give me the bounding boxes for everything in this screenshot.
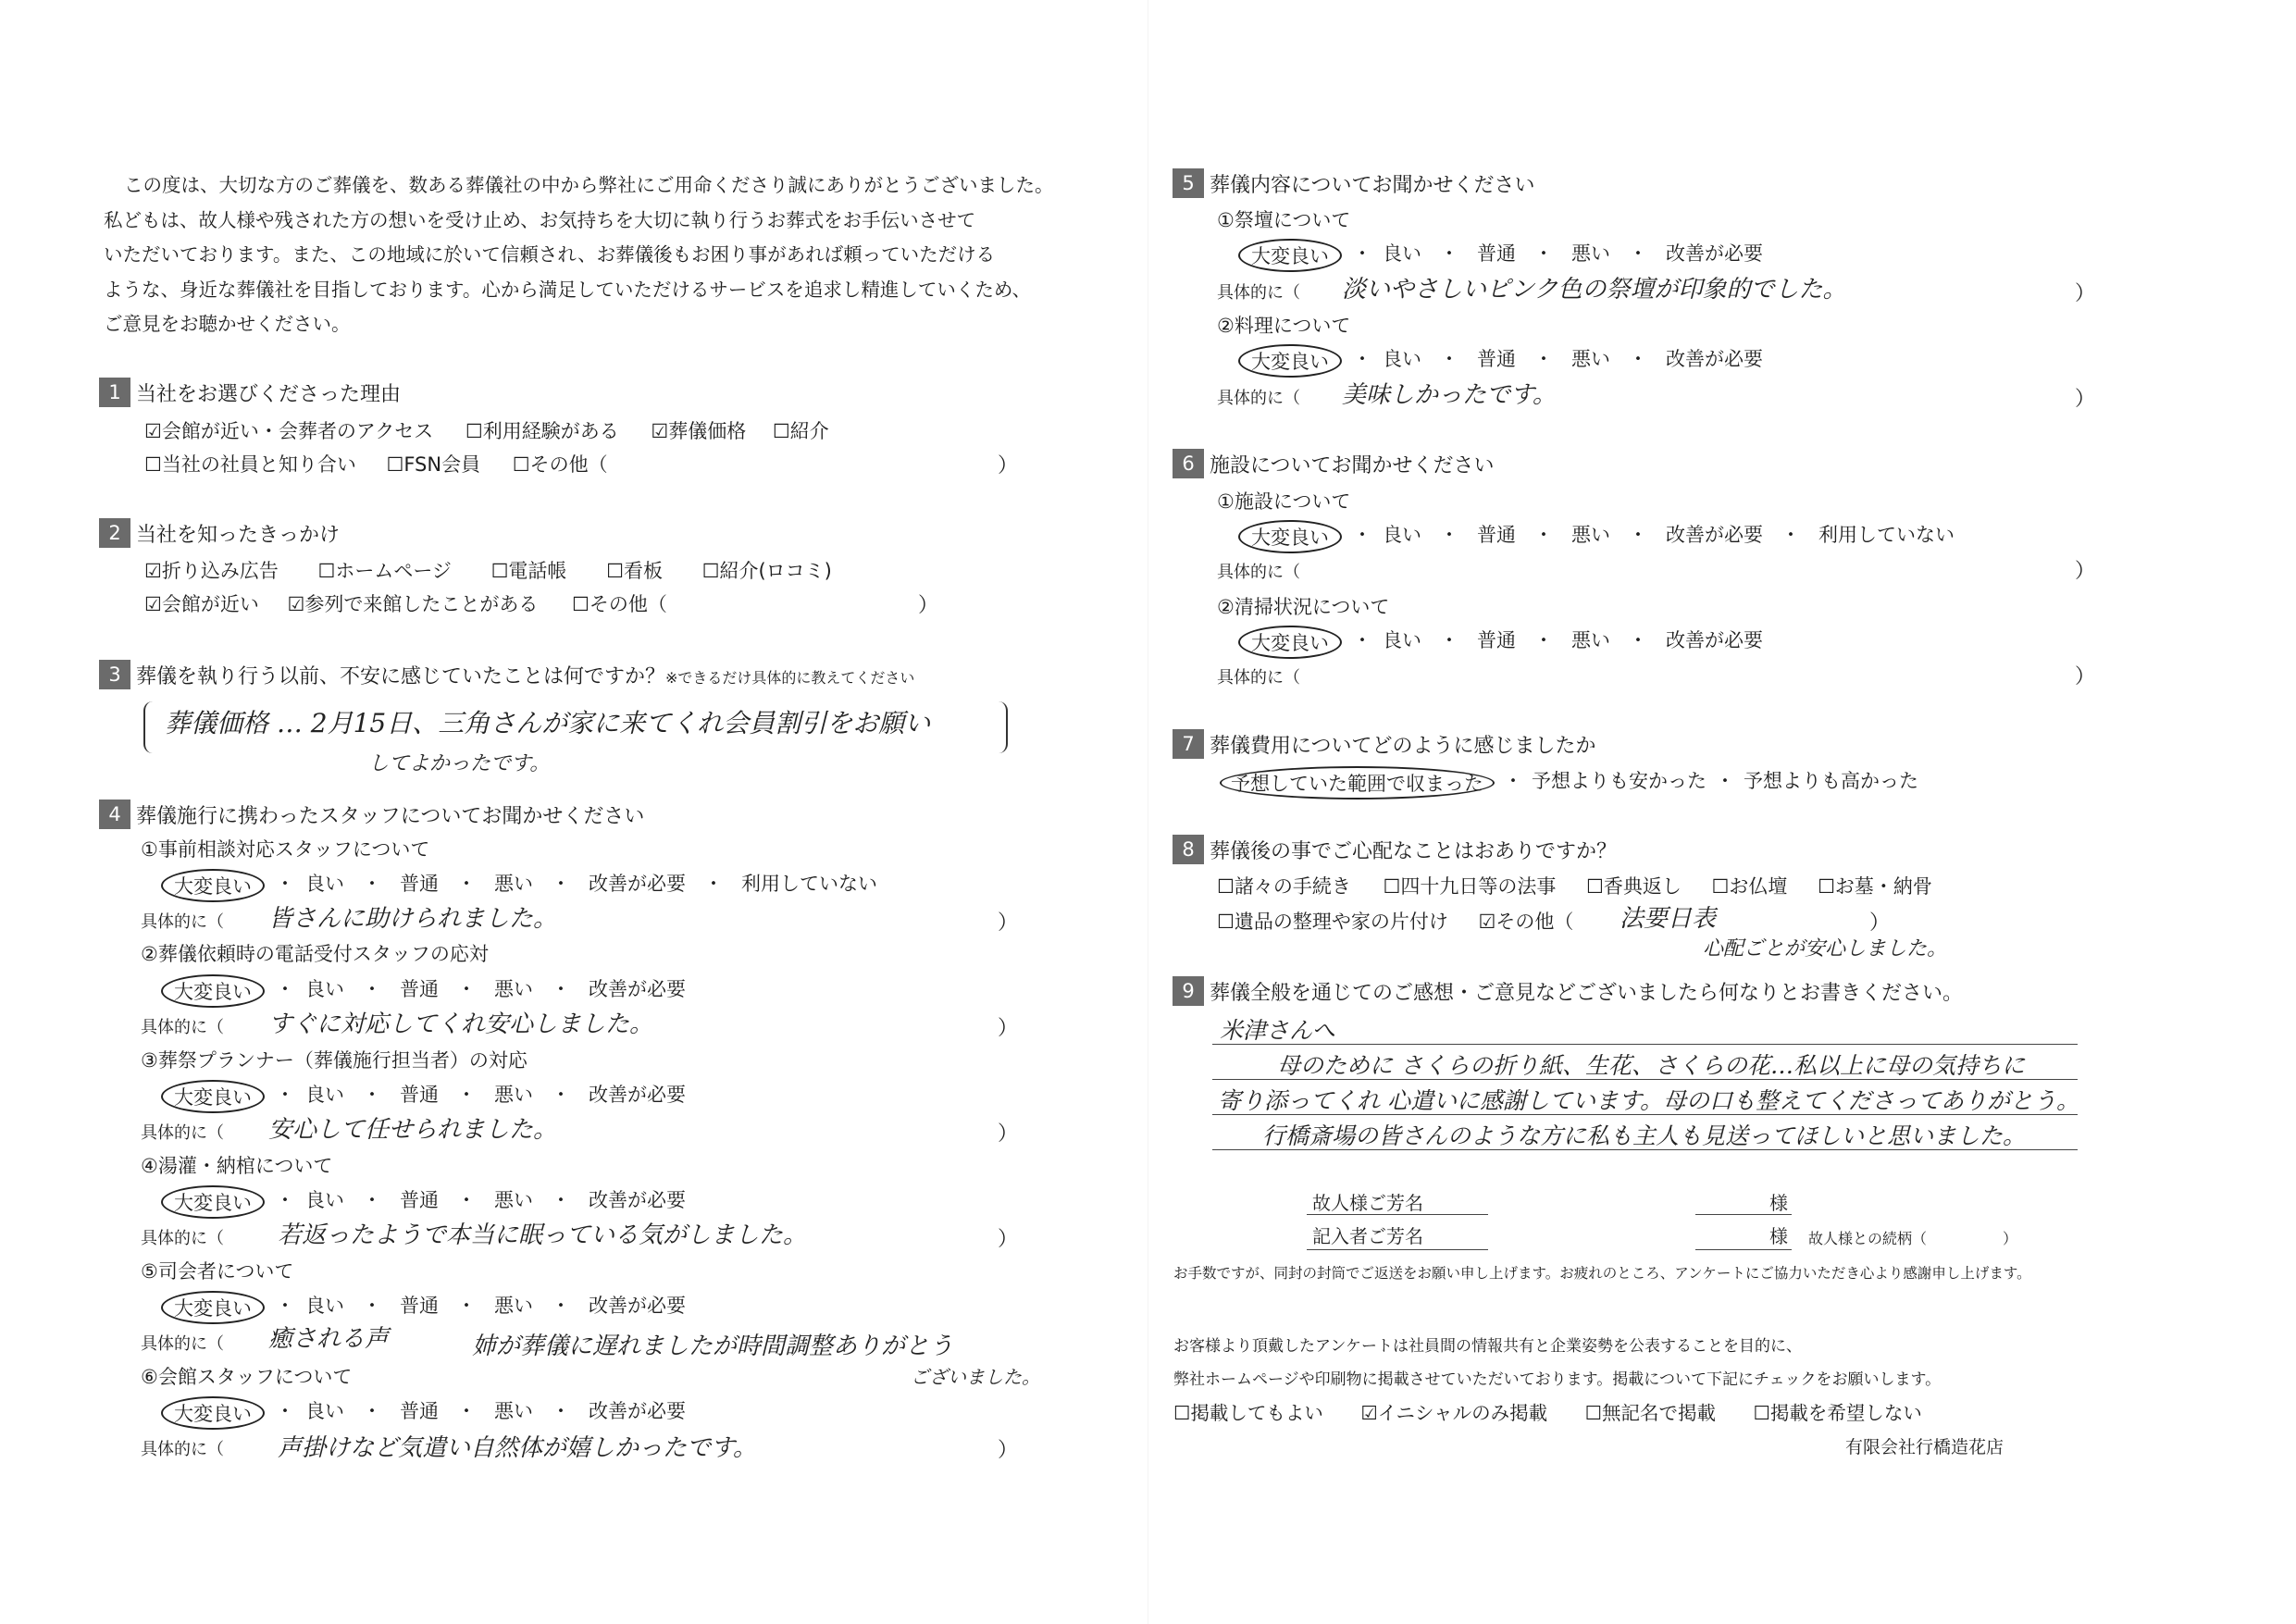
rating-option[interactable]: 悪い [494, 1084, 533, 1106]
section-title: 葬儀施行に携わったスタッフについてお聞かせください [136, 804, 645, 828]
cost-option[interactable]: 予想よりも安かった [1532, 770, 1706, 792]
section-title: 当社をお選びくださった理由 [136, 382, 402, 406]
handwritten-answer: すぐに対応してくれ安心しました。 [268, 1010, 654, 1038]
handwritten-comment: 米津さんへ [1220, 1017, 1335, 1044]
cost-options: 予想していた範囲で収まった ・ 予想よりも安かった ・ 予想よりも高かった [1220, 766, 1918, 800]
write-line [1212, 1044, 2078, 1045]
checkbox-option[interactable]: ☐四十九日等の法事 [1383, 875, 1557, 898]
rating-selected[interactable]: 大変良い [161, 1185, 265, 1219]
rating-option[interactable]: 良い [1383, 524, 1421, 546]
rating-option[interactable]: 改善が必要 [589, 1084, 686, 1106]
section-1-header [99, 378, 401, 407]
s4-q4: ④湯灌・納棺について [141, 1155, 333, 1177]
rating-selected[interactable]: 大変良い [161, 974, 265, 1008]
rating-option[interactable]: 普通 [400, 1084, 439, 1106]
section-number: 5 [1173, 168, 1204, 198]
question-note: ※できるだけ具体的に教えてください [665, 668, 915, 687]
rating-option[interactable]: 良い [305, 1295, 344, 1317]
checkbox-option[interactable]: ☐FSN会員 [386, 453, 481, 476]
close-paren: ） [998, 454, 1019, 477]
section-number: 4 [99, 800, 130, 829]
rating-option[interactable]: 良い [305, 978, 344, 1000]
rating-selected[interactable]: 大変良い [1238, 344, 1342, 378]
section-title: 葬儀後の事でご心配なことはおありですか？ [1210, 839, 1618, 863]
close-paren: ） [998, 911, 1019, 935]
section-8-header [1173, 835, 1617, 864]
rating-option[interactable]: 良い [1383, 242, 1421, 265]
intro-line: いただいております。また、この地域に於いて信頼され、お葬儀後もお困り事があれば頼っていただける [104, 243, 996, 267]
rating-option[interactable]: 改善が必要 [1666, 348, 1763, 370]
detail-label: 具体的に（ [1217, 563, 1300, 582]
section-2-header [99, 518, 340, 548]
writer-name-label: 記入者ご芳名 [1312, 1225, 1423, 1247]
section-5-header [1173, 168, 1535, 198]
section-number: 2 [99, 518, 130, 548]
close-paren: ） [918, 594, 939, 617]
rating-option[interactable]: 悪い [1571, 242, 1610, 265]
close-paren: ） [2075, 665, 2096, 688]
rating-option[interactable]: 普通 [400, 1400, 439, 1422]
rating-option[interactable]: 改善が必要 [589, 1295, 686, 1317]
intro-line: ご意見をお聴かせください。 [104, 313, 351, 336]
name-line [1307, 1249, 1488, 1250]
s8-row1 [1217, 872, 1932, 899]
cost-option[interactable]: 予想よりも高かった [1744, 770, 1918, 792]
s8-row2 [1217, 907, 1573, 935]
rating-row: 大変良い ・ 良い ・ 普通 ・ 悪い ・ 改善が必要 ・ 利用していない [1251, 520, 1955, 553]
rating-option[interactable]: 悪い [1571, 348, 1610, 370]
s1-row2 [144, 450, 608, 477]
checkbox-option[interactable]: ☐利用経験がある [465, 420, 619, 442]
rating-option[interactable]: 良い [305, 1400, 344, 1422]
rating-option[interactable]: 利用していない [1818, 524, 1955, 546]
name-line [1695, 1249, 1792, 1250]
handwritten-answer: 癒される声 [268, 1325, 390, 1353]
section-number: 6 [1173, 449, 1204, 478]
checkbox-option[interactable]: ☐紹介 [772, 420, 829, 442]
checkbox-option[interactable]: ☐掲載を希望しない [1753, 1402, 1922, 1424]
s5-q2: ②料理について [1217, 315, 1351, 337]
close-paren: ） [1869, 911, 1891, 935]
handwritten-answer: 葬儀価格 … 2月15日、三角さんが家に来てくれ会員割引をお願い [165, 708, 931, 738]
name-line [1307, 1214, 1488, 1215]
section-title: 当社を知ったきっかけ [136, 523, 341, 547]
checkbox-option[interactable]: ☐その他（ [512, 453, 608, 476]
checkbox-option[interactable]: ☐お墓・納骨 [1818, 875, 1932, 898]
rating-selected[interactable]: 大変良い [161, 1291, 265, 1324]
s6-q2: ②清掃状況について [1217, 596, 1390, 618]
s4-q5: ⑤司会者について [141, 1260, 294, 1283]
rating-option[interactable]: 悪い [1571, 524, 1610, 546]
checkbox-option[interactable]: ☐電話帳 [490, 560, 567, 582]
intro-line: この度は、大切な方のご葬儀を、数ある葬儀社の中から弊社にご用命くださり誠にありがとうございました。 [124, 174, 1054, 196]
rating-option[interactable]: 悪い [494, 1189, 533, 1211]
section-9-header [1173, 976, 1963, 1006]
s4-q6: ⑥会館スタッフについて [141, 1366, 353, 1388]
close-paren: ） [2003, 1230, 2018, 1247]
detail-label: 具体的に（ [141, 1229, 224, 1248]
checkbox-option[interactable]: ☑その他（ [1478, 911, 1574, 933]
sama-label: 様 [1769, 1192, 1788, 1214]
rating-row: 大変良い ・ 良い ・ 普通 ・ 悪い ・ 改善が必要 [174, 1396, 686, 1430]
deceased-name-label: 故人様ご芳名 [1312, 1192, 1423, 1214]
rating-option[interactable]: 普通 [400, 873, 439, 895]
relation-label: 故人様との続柄（ [1808, 1230, 1928, 1247]
checkbox-option[interactable]: ☑会館が近い [144, 593, 259, 615]
rating-selected[interactable]: 大変良い [161, 1396, 265, 1430]
checkbox-option[interactable]: ☐無記名で掲載 [1584, 1402, 1716, 1424]
handwritten-extra: ございました。 [911, 1366, 1040, 1388]
rating-row: 大変良い ・ 良い ・ 普通 ・ 悪い ・ 改善が必要 [1251, 626, 1763, 659]
rating-option[interactable]: 良い [1383, 348, 1421, 370]
cost-selected[interactable]: 予想していた範囲で収まった [1220, 766, 1495, 800]
close-paren: ） [998, 1122, 1019, 1146]
rating-selected[interactable]: 大変良い [161, 869, 265, 902]
rating-option[interactable]: 良い [305, 1084, 344, 1106]
rating-option[interactable]: 悪い [1571, 629, 1610, 651]
handwritten-comment: 寄り添ってくれ 心遣いに感謝しています。母の口も整えてくださってありがとう。 [1218, 1087, 2079, 1114]
checkbox-option[interactable]: ☐当社の社員と知り合い [144, 453, 356, 476]
detail-label: 具体的に（ [141, 1440, 224, 1459]
rating-option[interactable]: 改善が必要 [589, 873, 686, 895]
s2-row2 [144, 589, 667, 617]
checkbox-option[interactable]: ☐香典返し [1586, 875, 1682, 898]
rating-row: 大変良い ・ 良い ・ 普通 ・ 悪い ・ 改善が必要 [174, 1185, 686, 1219]
detail-label: 具体的に（ [141, 1123, 224, 1143]
handwritten-answer: 法要日表 [1620, 905, 1717, 933]
detail-label: 具体的に（ [1217, 668, 1300, 688]
checkbox-option[interactable]: ☑会館が近い・会葬者のアクセス [144, 420, 434, 442]
publish-options [1173, 1397, 1922, 1425]
checkbox-option[interactable]: ☑葬儀価格 [651, 420, 747, 442]
intro-line: ような、身近な葬儀社を目指しております。心から満足していただけるサービスを追求し精進していくため、 [104, 278, 1032, 301]
checkbox-option[interactable]: ☐その他（ [572, 593, 667, 615]
sama-label: 様 [1769, 1225, 1788, 1247]
rating-option[interactable]: 悪い [494, 1295, 533, 1317]
handwritten-answer: 淡いやさしいピンク色の祭壇が印象的でした。 [1342, 276, 1847, 304]
close-paren: ） [998, 1017, 1019, 1040]
detail-label: 具体的に（ [141, 912, 224, 932]
close-paren: ） [998, 1439, 1019, 1462]
handwritten-answer: 皆さんに助けられました。 [268, 905, 558, 933]
section-title: 葬儀費用についてどのように感じましたか [1210, 734, 1596, 758]
detail-label: 具体的に（ [141, 1018, 224, 1037]
s4-q3: ③葬祭プランナー（葬儀施行担当者）の対応 [141, 1049, 527, 1072]
rating-option[interactable]: 改善が必要 [1666, 524, 1763, 546]
rating-option[interactable]: 悪い [494, 1400, 533, 1422]
s6-q1: ①施設について [1217, 490, 1351, 513]
question-text: 葬儀を執り行う以前、不安に感じていたことは何ですか？ [136, 664, 666, 688]
checkbox-option[interactable]: ☐紹介(ロコミ) [701, 560, 832, 582]
rating-row: 大変良い ・ 良い ・ 普通 ・ 悪い ・ 改善が必要 [1251, 344, 1763, 378]
rating-option[interactable]: 改善が必要 [1666, 629, 1763, 651]
handwritten-extra: 姉が葬儀に遅れましたが時間調整ありがとう [472, 1333, 954, 1360]
rating-option[interactable]: 普通 [400, 1295, 439, 1317]
checkbox-option[interactable]: ☐お仏壇 [1711, 875, 1788, 898]
rating-option[interactable]: 普通 [1477, 242, 1516, 265]
s2-row1 [144, 556, 832, 584]
rating-row: 大変良い ・ 良い ・ 普通 ・ 悪い ・ 改善が必要 [1251, 239, 1763, 272]
rating-row: 大変良い ・ 良い ・ 普通 ・ 悪い ・ 改善が必要 ・ 利用していない [174, 869, 877, 902]
rating-option[interactable]: 改善が必要 [589, 1400, 686, 1422]
intro-text [104, 168, 1054, 342]
s1-row1 [144, 416, 829, 444]
rating-option[interactable]: 良い [305, 1189, 344, 1211]
close-paren: ） [2075, 388, 2096, 411]
section-title: 葬儀全般を通じてのご感想・ご意見などございましたら何なりとお書きください。 [1210, 981, 1964, 1005]
detail-label: 具体的に（ [1217, 389, 1300, 408]
rating-selected[interactable]: 大変良い [1238, 239, 1342, 272]
rating-option[interactable]: 改善が必要 [589, 978, 686, 1000]
rating-option[interactable]: 改善が必要 [589, 1189, 686, 1211]
section-7-header [1173, 729, 1596, 759]
intro-line: 私どもは、故人様や残された方の想いを受け止め、お気持ちを大切に執り行うお葬式をお手伝いさせて [104, 208, 976, 231]
s4-q1: ①事前相談対応スタッフについて [141, 838, 430, 861]
rating-option[interactable]: 普通 [1477, 524, 1516, 546]
handwritten-answer: 若返ったようで本当に眠っている気がしました。 [278, 1221, 808, 1249]
checkbox-option[interactable]: ☑折り込み広告 [144, 560, 279, 582]
rating-option[interactable]: 良い [305, 873, 344, 895]
rating-option[interactable]: 普通 [1477, 348, 1516, 370]
checkbox-option[interactable]: ☐遺品の整理や家の片付け [1217, 911, 1448, 933]
rating-option[interactable]: 普通 [400, 1189, 439, 1211]
handwritten-answer: 心配ごとが安心しました。 [1703, 937, 1948, 961]
section-6-header [1173, 449, 1495, 478]
handwritten-answer: してよかったです。 [368, 752, 551, 775]
section-number: 9 [1173, 976, 1204, 1006]
handwritten-comment: 母のために さくらの折り紙、生花、さくらの花…私以上に母の気持ちに [1277, 1052, 2025, 1079]
close-paren: ） [2075, 282, 2096, 305]
handwritten-answer: 美味しかったです。 [1342, 381, 1557, 409]
section-title: 施設についてお聞かせください [1210, 453, 1495, 477]
section-4-header [99, 800, 644, 829]
checkbox-option[interactable]: ☑参列で来館したことがある [287, 593, 539, 615]
rating-selected[interactable]: 大変良い [1238, 626, 1342, 659]
rating-option[interactable]: 改善が必要 [1666, 242, 1763, 265]
rating-option[interactable]: 普通 [400, 978, 439, 1000]
rating-selected[interactable]: 大変良い [1238, 520, 1342, 553]
rating-option[interactable]: 悪い [494, 978, 533, 1000]
section-title [136, 661, 914, 689]
rating-row: 大変良い ・ 良い ・ 普通 ・ 悪い ・ 改善が必要 [174, 974, 686, 1008]
handwritten-answer: 声掛けなど気遣い自然体が嬉しかったです。 [278, 1434, 757, 1462]
s4-q2: ②葬儀依頼時の電話受付スタッフの応対 [141, 943, 489, 965]
rating-row: 大変良い ・ 良い ・ 普通 ・ 悪い ・ 改善が必要 [174, 1291, 686, 1324]
section-title: 葬儀内容についてお聞かせください [1210, 173, 1535, 197]
detail-label: 具体的に（ [141, 1334, 224, 1354]
rating-option[interactable]: 普通 [1477, 629, 1516, 651]
section-number: 8 [1173, 835, 1204, 864]
rating-selected[interactable]: 大変良い [161, 1080, 265, 1113]
checkbox-option[interactable]: ☑イニシャルのみ掲載 [1360, 1402, 1548, 1424]
s5-q1: ①祭壇について [1217, 209, 1351, 231]
section-number: 1 [99, 378, 130, 407]
rating-option[interactable]: 利用していない [741, 873, 877, 895]
section-3-header [99, 660, 914, 689]
publish-note: お客様より頂戴したアンケートは社員間の情報共有と企業姿勢を公表することを目的に、 [1173, 1337, 1802, 1356]
publish-note: 弊社ホームページや印刷物に掲載させていただいております。掲載について下記にチェックをお願いします。 [1173, 1370, 1942, 1389]
return-note: お手数ですが、同封の封筒でご返送をお願い申し上げます。お疲れのところ、アンケートにご協力いただき心より感謝申し上げます。 [1173, 1265, 2031, 1282]
company-name: 有限会社行橋造花店 [1845, 1437, 2004, 1457]
rating-option[interactable]: 良い [1383, 629, 1421, 651]
close-paren: ） [998, 1228, 1019, 1251]
handwritten-comment: 行橋斎場の皆さんのような方に私も主人も見送ってほしいと思いました。 [1262, 1122, 2027, 1149]
checkbox-option[interactable]: ☐掲載してもよい [1173, 1402, 1323, 1424]
checkbox-option[interactable]: ☐ホームページ [317, 560, 452, 582]
checkbox-option[interactable]: ☐看板 [606, 560, 663, 582]
close-paren: ） [2075, 560, 2096, 583]
section-number: 7 [1173, 729, 1204, 759]
rating-row: 大変良い ・ 良い ・ 普通 ・ 悪い ・ 改善が必要 [174, 1080, 686, 1113]
checkbox-option[interactable]: ☐諸々の手続き [1217, 875, 1351, 898]
section-number: 3 [99, 660, 130, 689]
detail-label: 具体的に（ [1217, 283, 1300, 303]
handwritten-answer: 安心して任せられました。 [268, 1116, 558, 1144]
rating-option[interactable]: 悪い [494, 873, 533, 895]
